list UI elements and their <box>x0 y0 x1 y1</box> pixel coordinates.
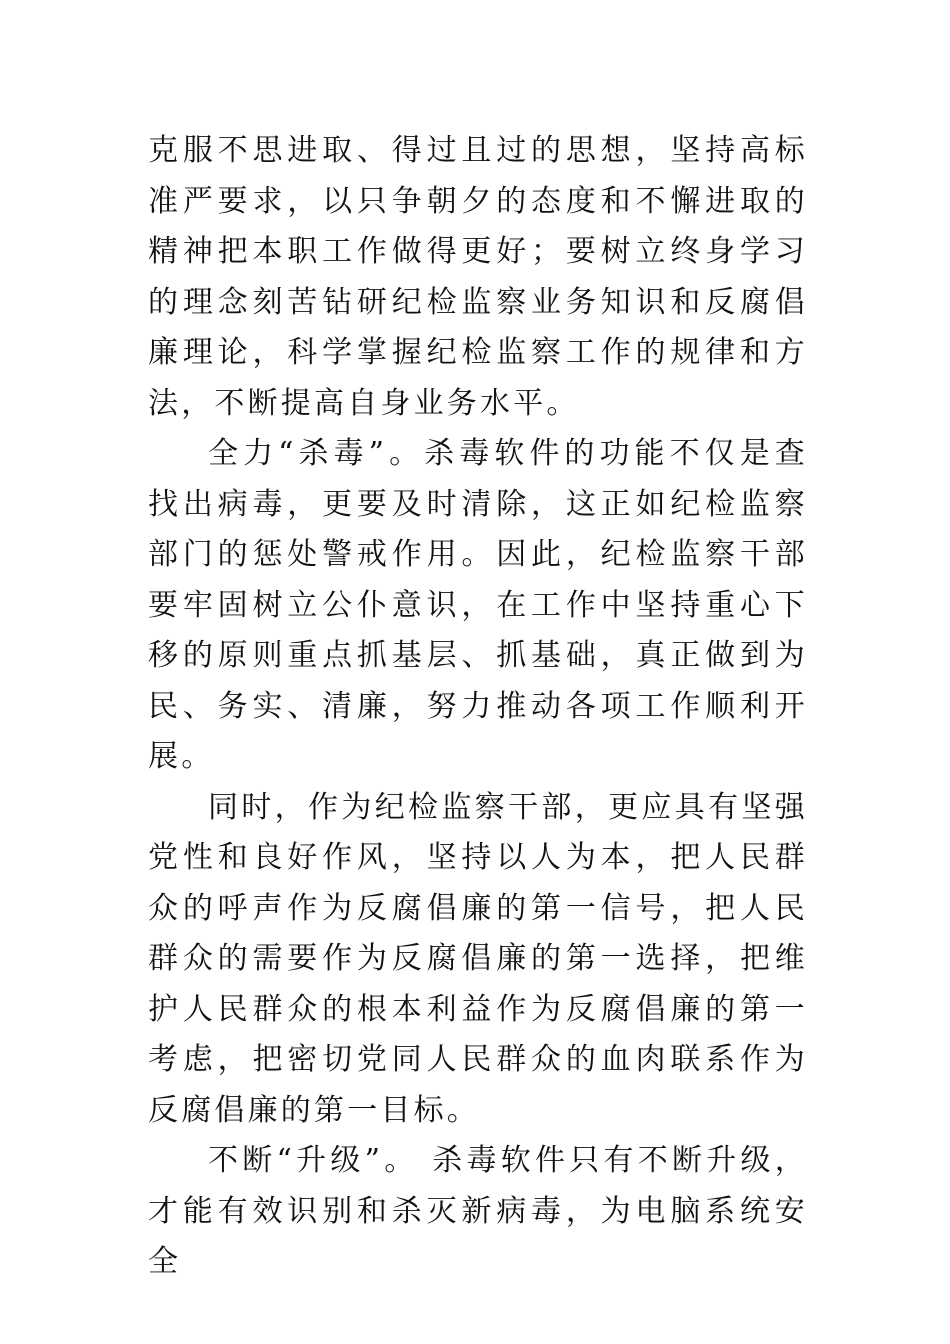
paragraph-party-spirit: 同时，作为纪检监察干部，更应具有坚强党性和良好作风，坚持以人为本，把人民群众的呼声作为反腐倡廉的第一信号，把人民群众的需要作为反腐倡廉的第一选择，把维护人民群众的根本利益作为反腐倡廉的第一考虑，把密切党同人民群众的血肉联系作为反腐倡廉的第一目标。 <box>148 789 808 1128</box>
paragraph-full-antivirus: 全力“杀毒”。杀毒软件的功能不仅是查找出病毒，更要及时清除，这正如纪检监察部门的惩处警戒作用。因此，纪检监察干部要牢固树立公仆意识，在工作中坚持重心下移的原则重点抓基层、抓基础，真正做到为民、务实、清廉，努力推动各项工作顺利开展。 <box>148 436 808 774</box>
paragraph-upgrade: 不断“升级”。 杀毒软件只有不断升级，才能有效识别和杀灭新病毒，为电脑系统安全 <box>148 1143 808 1279</box>
paragraph-continuation: 克服不思进取、得过且过的思想，坚持高标准严要求，以只争朝夕的态度和不懈进取的精神把本职工作做得更好；要树立终身学习的理念刻苦钻研纪检监察业务知识和反腐倡廉理论，科学掌握纪检监察工作的规律和方法，不断提高自身业务水平。 <box>148 133 808 421</box>
document-body <box>148 126 808 1288</box>
